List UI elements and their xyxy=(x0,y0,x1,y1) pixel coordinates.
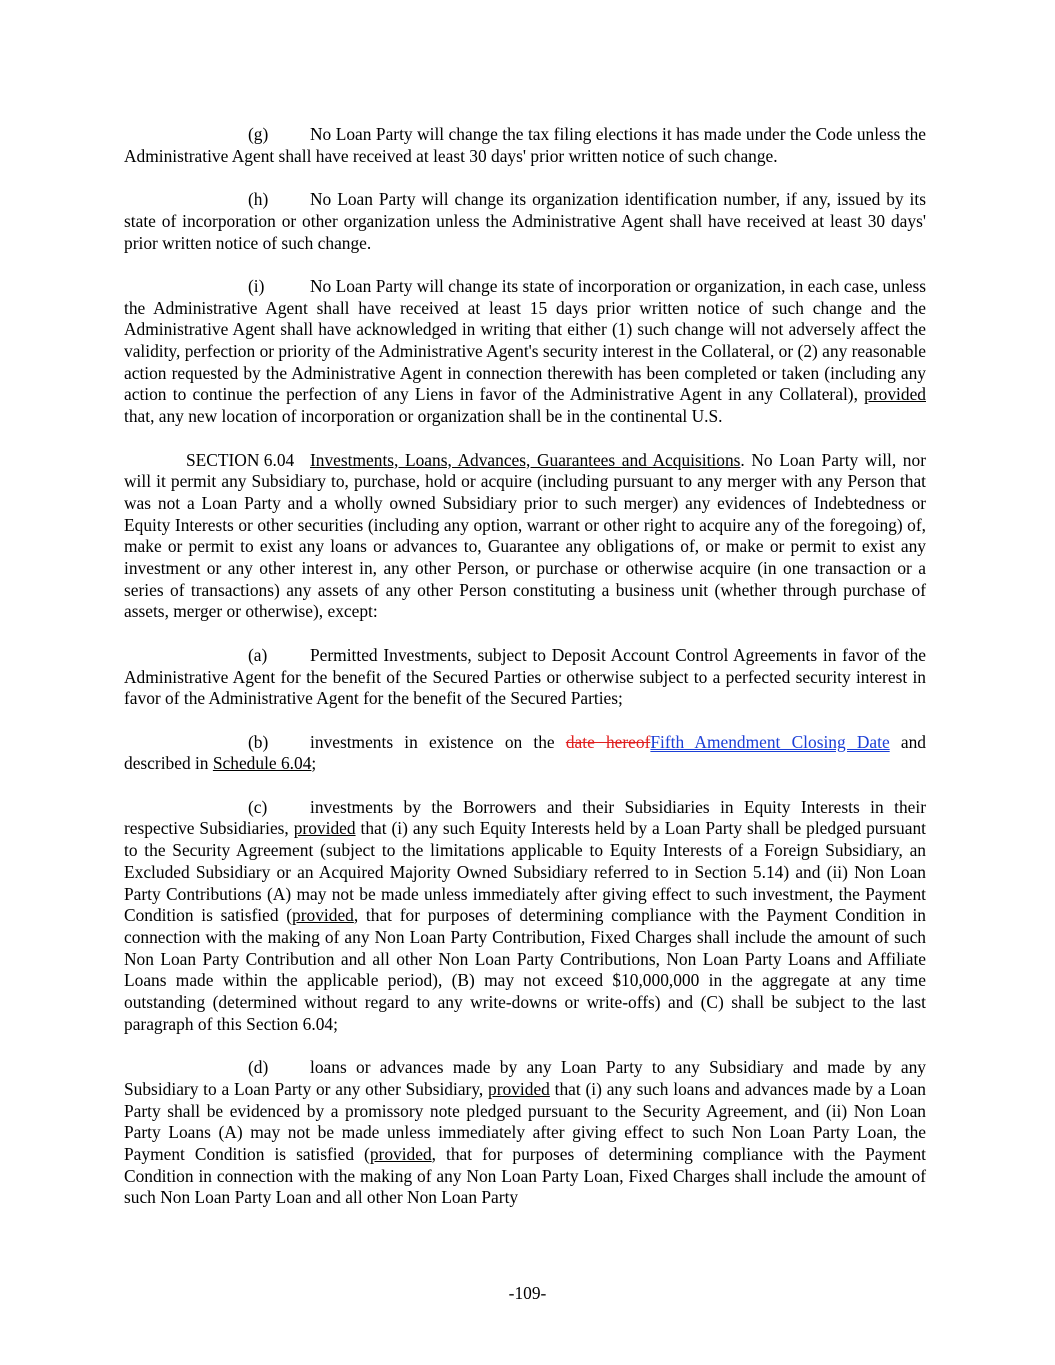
paragraph-h-text: No Loan Party will change its organization identification number, if any, issued by its state of incorporation or other organization unless the Administrative Agent shall have received at least 30 days' prior written notice of such change. xyxy=(124,189,926,253)
paragraph-c xyxy=(124,797,926,1036)
paragraph-b-text-1: investments in existence on the xyxy=(310,731,555,752)
section-title: Investments, Loans, Advances, Guarantees and Acquisitions xyxy=(310,449,741,470)
document-page xyxy=(124,124,926,1231)
inserted-text: Fifth Amendment Closing Date xyxy=(650,731,890,752)
paragraph-d-label: (d) xyxy=(248,1057,269,1078)
paragraph-i xyxy=(124,276,926,428)
paragraph-i-text-1: No Loan Party will change its state of incorporation or organization, in each case, unless the Administrative Agent shall have received at least 15 days prior written notice of such change and the Administrative Agent shall have acknowledged in writing that either (1) such change will not adversely affect the validity, perfection or priority of the Administrative Agent's security interest in the Collateral, or (2) any reasonable action requested by the Administrative Agent in connection therewith has been completed or taken (including any action to continue the perfection of any Liens in favor of the Administrative Agent in any Collateral), xyxy=(124,275,926,405)
provided-term: provided xyxy=(864,384,926,405)
section-number: SECTION 6.04 xyxy=(186,449,295,470)
paragraph-d-text-1: loans or advances made by any Loan Party to any Subsidiary and made by any Subsidiary to a Loan Party or any other Subsidiary, xyxy=(124,1057,926,1099)
deleted-text: date hereof xyxy=(565,731,651,752)
paragraph-a-text: Permitted Investments, subject to Deposit Account Control Agreements in favor of the Administrative Agent for the benefit of the Secured Parties or otherwise subject to a perfected security interest in favor of the Administrative Agent for the benefit of the Secured Parties; xyxy=(124,644,926,709)
paragraph-c-text-3: , that for purposes of determining compliance with the Payment Condition in connection with the making of any Non Loan Party Contribution, Fixed Charges shall include the amount of such Non Loan Party Contribution and all other Non Loan Party Contributions, Non Loan Party Loans and Affiliate Loans made within the applicable period), (B) may not exceed $10,000,000 in the aggregate at any time outstanding (determined without regard to any write-downs or write-offs) and (C) shall be subject to the last paragraph of this Section 6.04; xyxy=(124,905,926,1034)
provided-term: provided xyxy=(488,1078,550,1099)
provided-term: provided xyxy=(369,1143,432,1164)
paragraph-b xyxy=(124,732,926,775)
provided-term: provided xyxy=(292,905,354,926)
paragraph-c-label: (c) xyxy=(248,796,268,817)
paragraph-a-label: (a) xyxy=(248,644,268,665)
paragraph-i-label: (i) xyxy=(248,275,265,296)
paragraph-g xyxy=(124,124,926,167)
schedule-reference: Schedule 6.04 xyxy=(212,753,312,774)
paragraph-b-label: (b) xyxy=(248,731,269,752)
paragraph-c-text-1: investments by the Borrowers and their Subsidiaries in Equity Interests in their respective Subsidiaries, xyxy=(124,796,926,839)
section-text: . No Loan Party will, nor will it permit any Subsidiary to, purchase, hold or acquire (including pursuant to any merger with any Person that was not a Loan Party and a wholly owned Subsidiary prior to such merger) any evidences of Indebtedness or Equity Interests or other securities (including any option, warrant or other right to acquire any of the foregoing) of, make or permit to exist any loans or advances to, Guarantee any obligations of, or make or permit to exist any investment or any other interest in, any other Person, or purchase or otherwise acquire (in one transaction or a series of transactions) any assets of any other Person constituting a business unit (whether through purchase of assets, merger or otherwise), except: xyxy=(124,449,926,622)
paragraph-c-text-2: that (i) any such Equity Interests held by a Loan Party shall be pledged pursuant to the Security Agreement (subject to the limitations applicable to Equity Interests of a Foreign Subsidiary, an Excluded Subsidiary or an Acquired Majority Owned Subsidiary referred to in Section 5.14) and (ii) Non Loan Party Contributions (A) may not be made unless immediately after giving effect to such investment, the Payment Condition is satisfied ( xyxy=(124,818,926,926)
paragraph-b-text-3: ; xyxy=(311,753,317,774)
paragraph-d-text-3: , that for purposes of determining compliance with the Payment Condition in connection with the making of any Non Loan Party Loan, Fixed Charges shall include the amount of such Non Loan Party Loan and all other Non Loan Party xyxy=(124,1143,926,1208)
provided-term: provided xyxy=(293,818,356,839)
paragraph-d-text-2: that (i) any such loans and advances made by a Loan Party shall be evidenced by a promissory note pledged pursuant to the Security Agreement, and (ii) Non Loan Party Loans (A) may not be made unless immediately after giving effect to such Non Loan Party Loan, the Payment Condition is satisfied ( xyxy=(124,1078,926,1164)
paragraph-i-text-2: that, any new location of incorporation or organization shall be in the continental U.S. xyxy=(124,406,723,427)
paragraph-b-text-2: and described in xyxy=(124,731,926,774)
paragraph-a xyxy=(124,645,926,710)
paragraph-d xyxy=(124,1057,926,1209)
paragraph-h-label: (h) xyxy=(248,189,269,210)
paragraph-g-text: No Loan Party will change the tax filing elections it has made under the Code unless the Administrative Agent shall have received at least 30 days' prior written notice of such change. xyxy=(124,124,926,166)
page-number: -109- xyxy=(508,1283,547,1303)
paragraph-g-label: (g) xyxy=(248,124,269,144)
section-6-04 xyxy=(124,450,926,624)
paragraph-h xyxy=(124,189,926,254)
